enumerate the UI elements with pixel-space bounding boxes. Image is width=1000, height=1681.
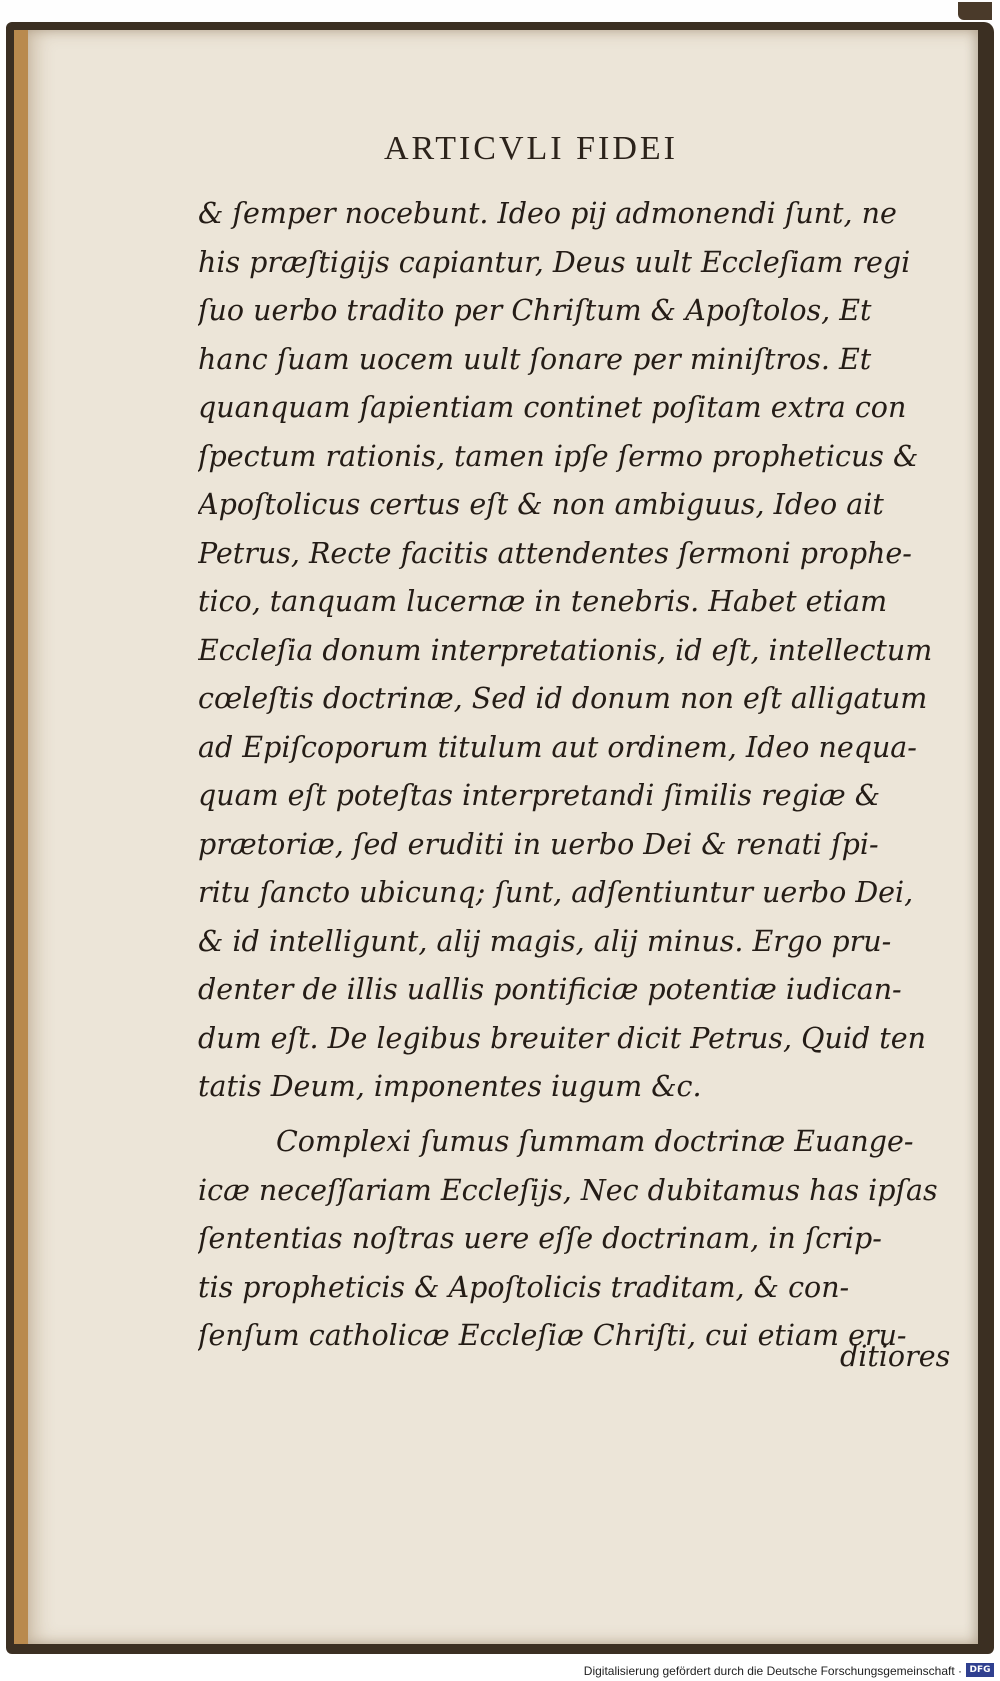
text-line: denter de illis uallis pontificiæ potentiæ iudican-: [198, 973, 902, 1006]
text-line: hanc ſuam uocem uult ſonare per miniſtros. Et: [198, 342, 872, 376]
dfg-logo-icon: DFG: [966, 1663, 994, 1677]
book-corner: [958, 2, 992, 20]
text-line: Complexi ſumus ſummam doctrinæ Euange-: [276, 1125, 914, 1158]
text-line: Eccleſia donum interpretationis, id eſt, intellectum: [198, 633, 933, 667]
text-line: & ſemper nocebunt. Ideo pij admonendi ſunt, ne: [198, 197, 897, 230]
text-line: Apoſtolicus certus eſt & non ambiguus, Ideo ait: [198, 488, 884, 521]
text-line: his præſtigijs capiantur, Deus uult Eccleſiam regi: [198, 245, 911, 279]
text-line: ad Epiſcoporum titulum aut ordinem, Ideo nequa-: [198, 730, 917, 764]
digitization-credit: Digitalisierung gefördert durch die Deutsche Forschungsgemeinschaft ·: [583, 1664, 962, 1678]
text-line: ritu ſancto ubicunq; ſunt, adſentiuntur uerbo Dei,: [198, 876, 914, 909]
text-line: prætoriæ, ſed eruditi in uerbo Dei & renati ſpi-: [198, 827, 879, 861]
text-line: ſuo uerbo tradito per Chriſtum & Apoſtolos, Et: [198, 294, 872, 327]
text-line: Petrus, Recte facitis attendentes ſermoni prophe-: [198, 536, 912, 570]
text-line: icæ neceſſariam Eccleſijs, Nec dubitamus has ipſas: [198, 1173, 938, 1207]
catchword: ditiores: [840, 1340, 951, 1373]
text-line: ſententias noſtras uere eſſe doctrinam, in ſcrip-: [198, 1222, 882, 1255]
text-line: dum eſt. De legibus breuiter dicit Petrus, Quid ten: [198, 1021, 926, 1055]
running-head: ARTICVLI FIDEI: [384, 130, 678, 167]
text-line: & id intelligunt, alij magis, alij minus. Ergo pru-: [198, 924, 892, 958]
text-line: tatis Deum, imponentes iugum &c.: [198, 1070, 702, 1103]
text-line: ſenſum catholicæ Eccleſiæ Chriſti, cui etiam eru-: [198, 1319, 907, 1352]
text-line: quanquam ſapientiam continet poſitam extra con: [198, 391, 907, 424]
text-line: quam eſt poteſtas interpretandi ſimilis regiæ &: [198, 779, 881, 812]
text-line: ſpectum rationis, tamen ipſe ſermo propheticus &: [198, 439, 919, 473]
paragraph-2: [198, 1118, 946, 1361]
text-line: tico, tanquam lucernæ in tenebris. Habet etiam: [198, 585, 888, 618]
text-line: cœleſtis doctrinæ, Sed id donum non eſt alligatum: [198, 682, 928, 715]
paragraph-1: [198, 190, 946, 1112]
text-line: tis propheticis & Apoſtolicis traditam, & con-: [198, 1270, 850, 1304]
